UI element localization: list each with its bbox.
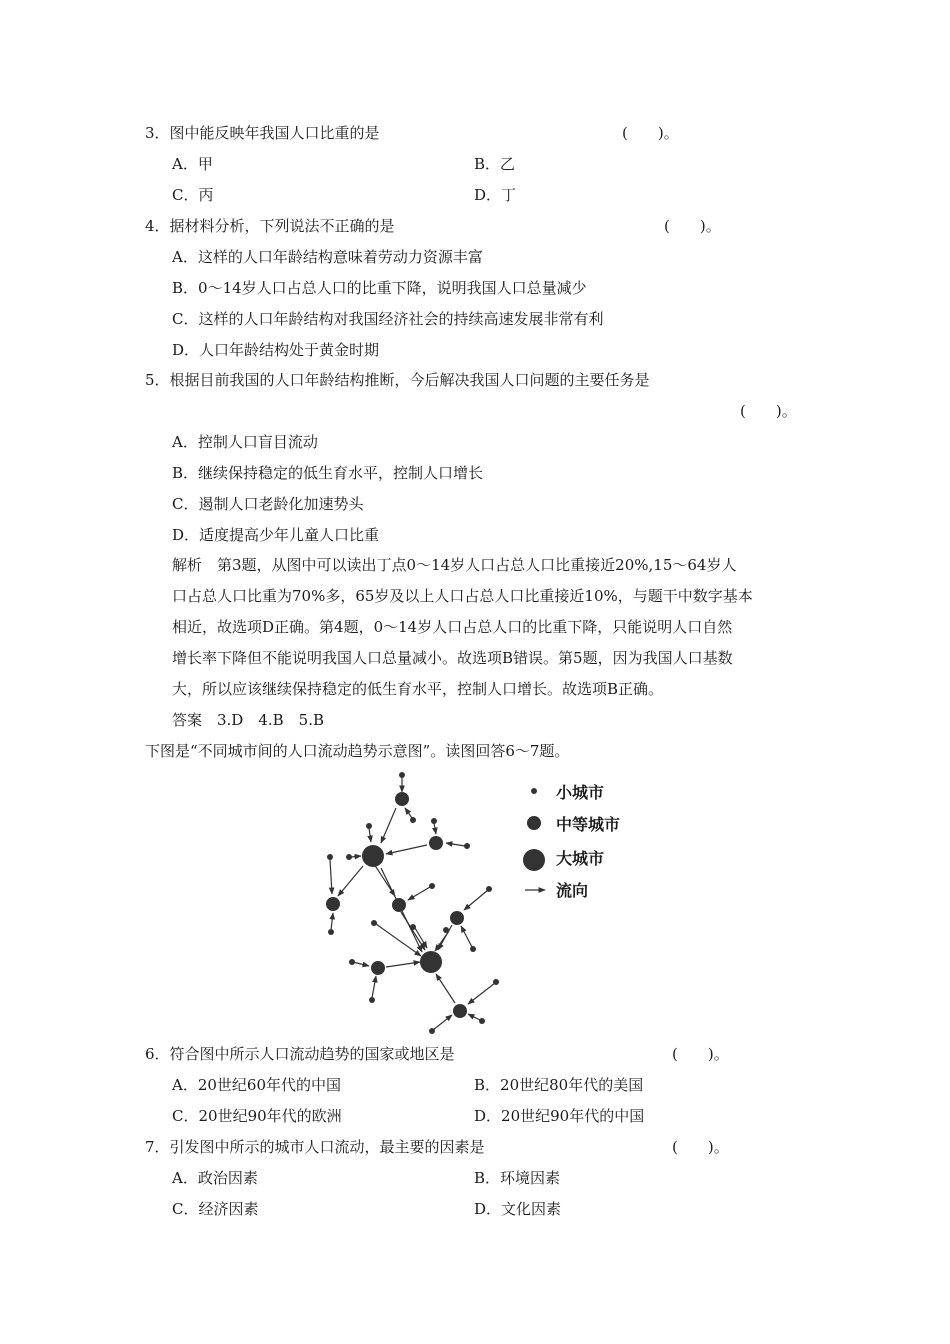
q7-stem: 7．引发图中所示的城市人口流动，最主要的因素是 [145,1138,485,1156]
analysis-line-5: 大，所以应该继续保持稳定的低生育水平，控制人口增长。故选项B正确。 [172,680,664,698]
q6-option-d: D．20世纪90年代的中国 [474,1107,645,1125]
q5-option-b: B．继续保持稳定的低生育水平，控制人口增长 [172,464,484,482]
legend-small-city-symbol [531,788,537,794]
legend-medium-city-symbol [527,816,541,830]
q5-option-c: C．遏制人口老龄化加速势头 [172,495,364,513]
q4-option-c: C．这样的人口年龄结构对我国经济社会的持续高速发展非常有利 [172,310,604,328]
q3-stem: 3．图中能反映年我国人口比重的是 [145,124,380,142]
analysis-line-4: 增长率下降但不能说明我国人口总量减小。故选项B错误。第5题，因为我国人口基数 [172,649,733,667]
q6-option-b: B．20世纪80年代的美国 [474,1076,644,1094]
q4-option-a: A．这样的人口年龄结构意味着劳动力资源丰富 [172,248,483,266]
q7-option-a: A．政治因素 [172,1169,258,1187]
q4-option-b: B．0～14岁人口占总人口的比重下降，说明我国人口总量减少 [172,279,587,297]
legend-big-city-symbol [523,849,545,871]
population-flow-diagram [300,765,660,1040]
answer-key: 答案 3.D 4.B 5.B [172,711,325,729]
q4-answer-blank: ( )。 [664,217,721,235]
q3-option-a: A．甲 [172,155,213,173]
q4-stem: 4．据材料分析，下列说法不正确的是 [145,217,395,235]
q3-answer-blank: ( )。 [622,124,679,142]
analysis-line-2: 口占总人口比重为70%多，65岁及以上人口占总人口比重接近10%，与题干中数字基本 [172,587,753,605]
q7-option-c: C．经济因素 [172,1200,259,1218]
legend-big-city-label: 大城市 [556,849,605,868]
analysis-line-1: 解析 第3题，从图中可以读出丁点0～14岁人口占总人口比重接近20%,15～64岁人 [172,556,737,574]
q5-option-d: D．适度提高少年儿童人口比重 [172,526,380,544]
q5-option-a: A．控制人口盲目流动 [172,433,318,451]
q3-option-c: C．丙 [172,186,214,204]
q7-option-d: D．文化因素 [474,1200,562,1218]
q4-option-d: D．人口年龄结构处于黄金时期 [172,341,380,359]
q6-stem: 6．符合图中所示人口流动趋势的国家或地区是 [145,1045,455,1063]
q6-option-c: C．20世纪90年代的欧洲 [172,1107,342,1125]
figure-intro: 下图是“不同城市间的人口流动趋势示意图”。读图回答6～7题。 [145,742,570,760]
q5-stem: 5．根据目前我国的人口年龄结构推断，今后解决我国人口问题的主要任务是 [145,371,650,389]
q7-option-b: B．环境因素 [474,1169,561,1187]
legend-medium-city-label: 中等城市 [556,815,621,834]
q3-option-d: D．丁 [474,186,517,204]
q7-answer-blank: ( )。 [672,1138,729,1156]
legend-small-city-label: 小城市 [556,783,605,802]
q3-option-b: B．乙 [474,155,516,173]
q5-answer-blank: ( )。 [740,402,797,420]
q6-option-a: A．20世纪60年代的中国 [172,1076,342,1094]
legend-flow-label: 流向 [556,881,589,900]
q6-answer-blank: ( )。 [672,1045,729,1063]
analysis-line-3: 相近，故选项D正确。第4题，0～14岁人口占总人口的比重下降，只能说明人口自然 [172,618,733,636]
